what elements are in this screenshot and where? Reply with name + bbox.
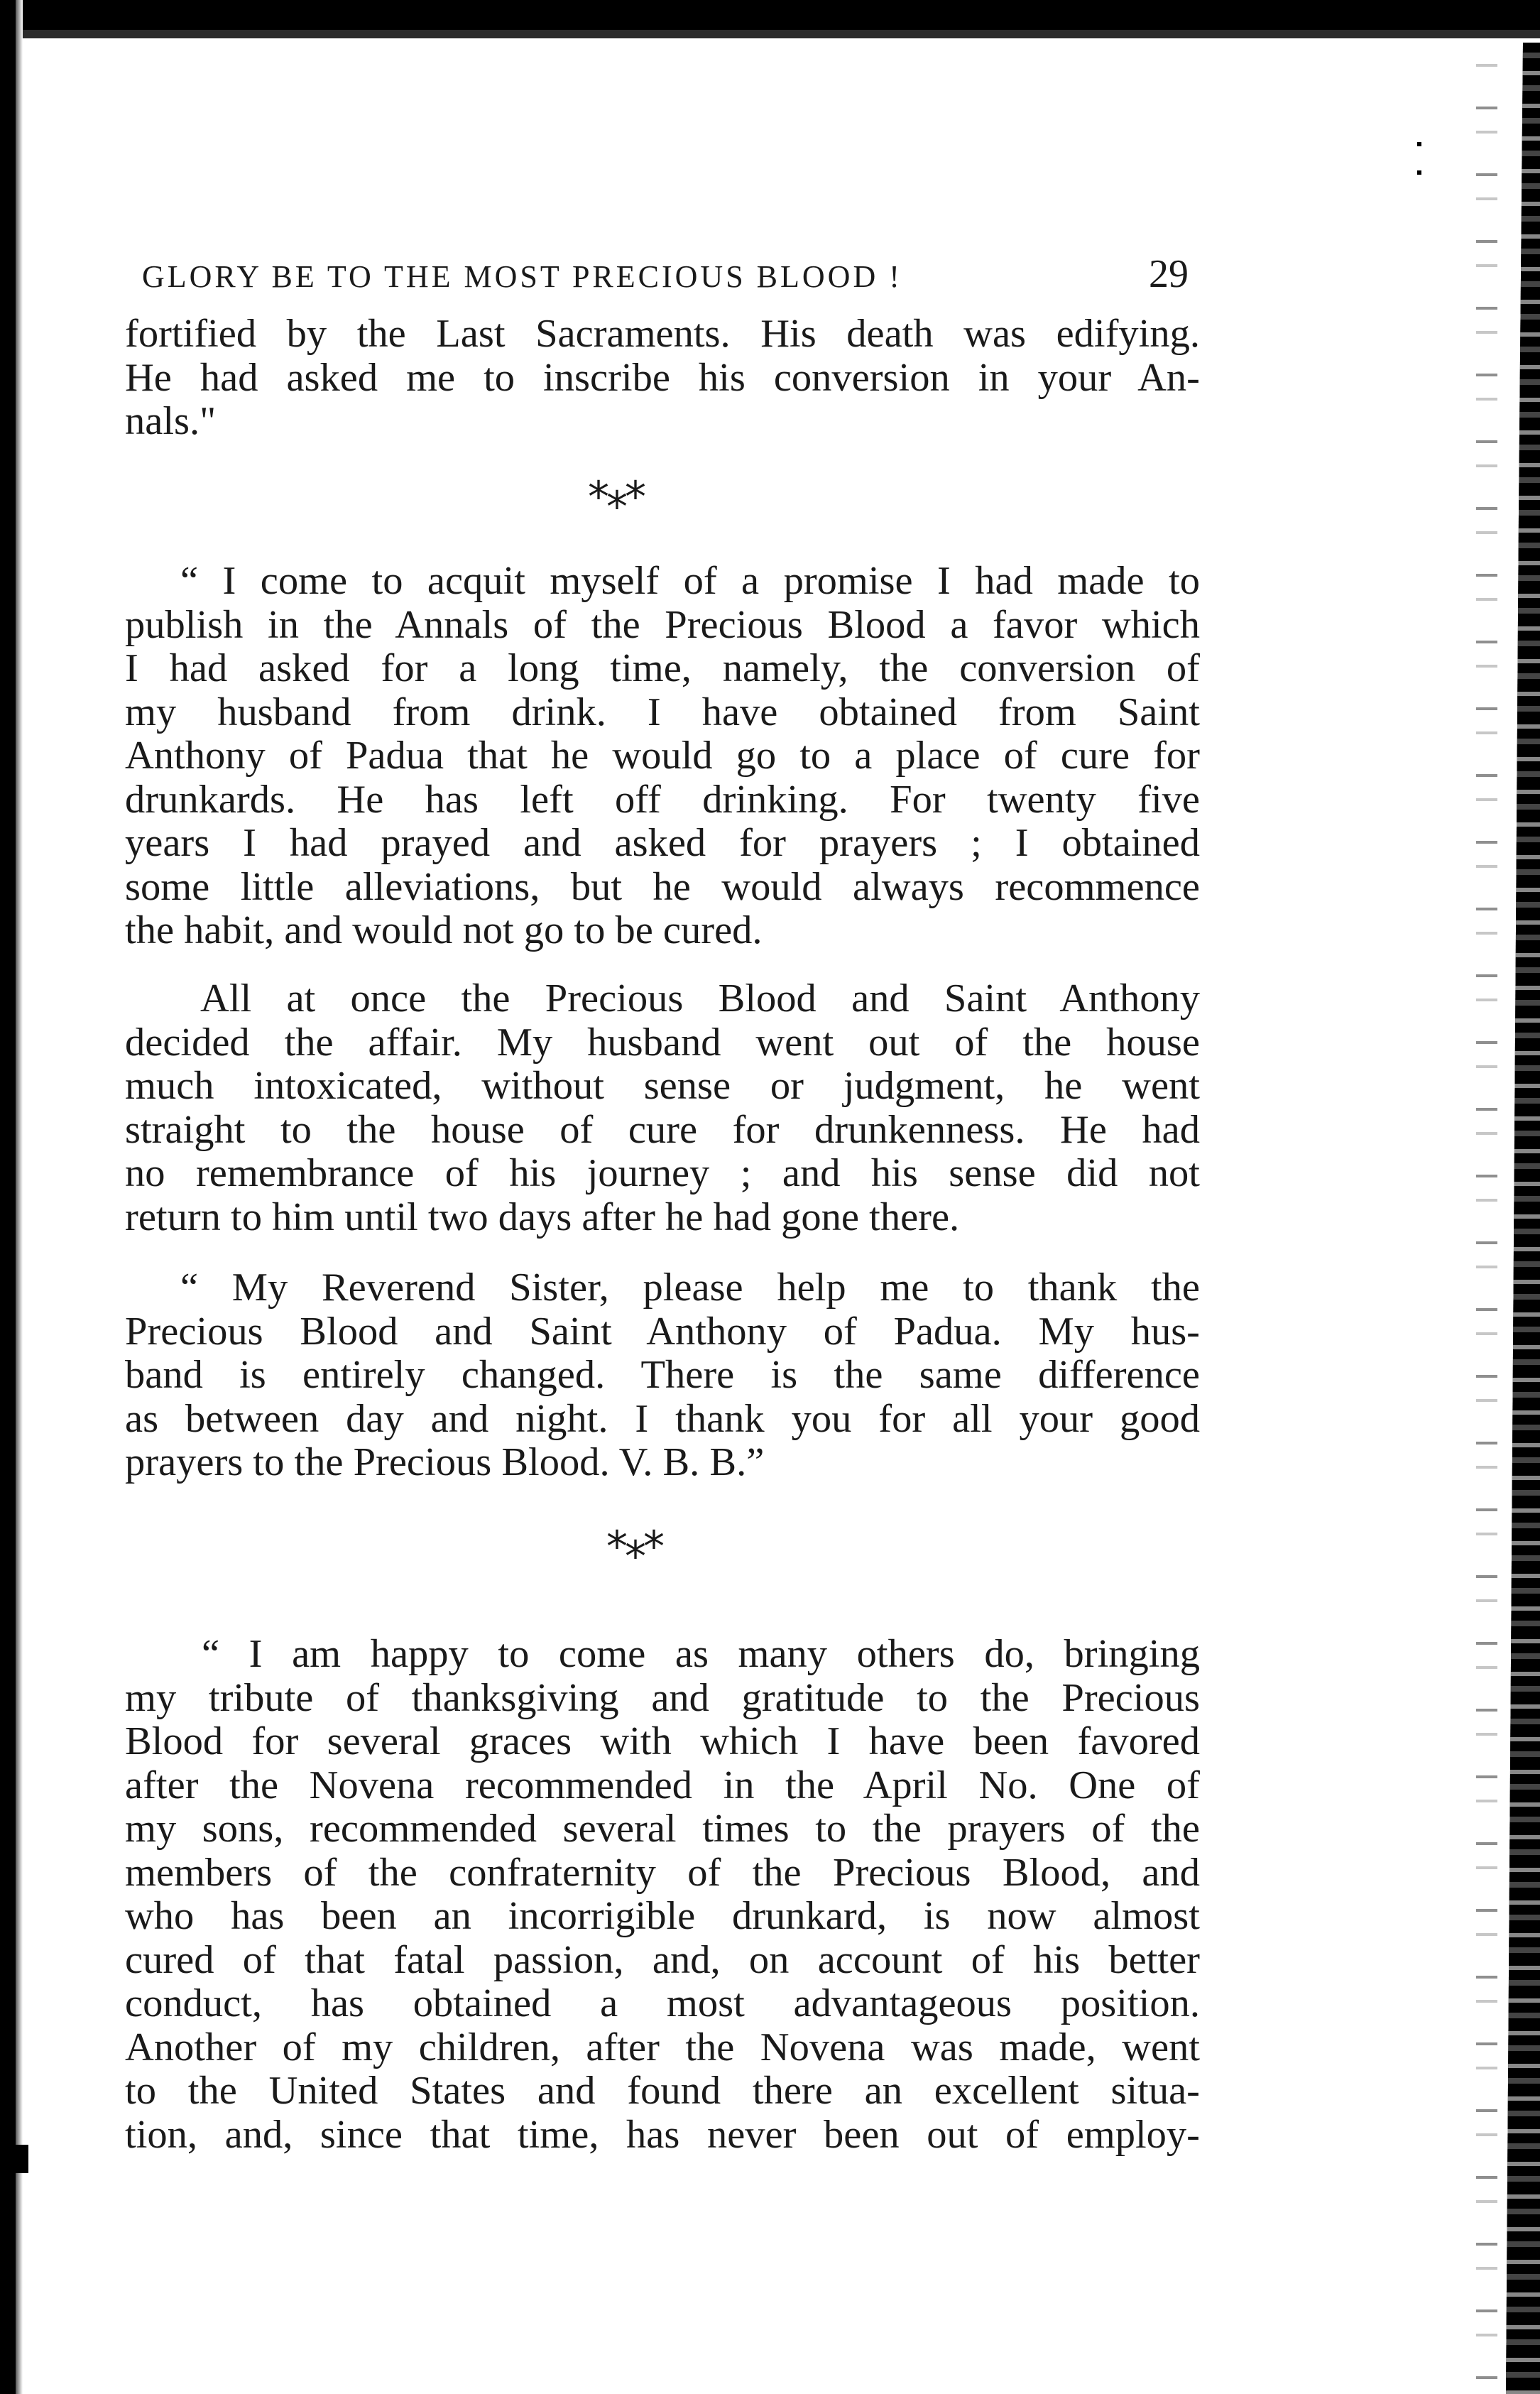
paragraph-continuation — [125, 312, 1200, 444]
text-line: as between day and night. I thank you for all your good — [125, 1396, 1200, 1441]
text-line: prayers to the Precious Blood. V. B. B.” — [125, 1440, 765, 1484]
asterism-star: * — [625, 1532, 643, 1582]
text-line: my tribute of thanksgiving and gratitude to the Precious — [125, 1675, 1200, 1720]
text-line: fortified by the Last Sacraments. His death was edifying. — [125, 312, 1200, 356]
text-line: All at once the Precious Blood and Saint Anthony — [200, 976, 1200, 1021]
asterism-separator — [588, 472, 643, 532]
asterism-star: * — [643, 1522, 662, 1572]
text-line: decided the affair. My husband went out of the house — [125, 1020, 1200, 1065]
scan-left-border — [0, 0, 16, 2394]
running-head: GLORY BE TO THE MOST PRECIOUS BLOOD ! — [142, 259, 902, 294]
text-line: members of the confraternity of the Precious Blood, and — [125, 1850, 1200, 1895]
text-line: straight to the house of cure for drunkenness. He had — [125, 1107, 1200, 1152]
text-line: drunkards. He has left off drinking. For twenty five — [125, 777, 1200, 822]
scan-bottom-mark — [0, 2145, 28, 2173]
scan-right-border — [1497, 43, 1540, 2394]
text-line: nals." — [125, 399, 217, 443]
asterism-star: * — [606, 1522, 625, 1572]
text-line: Precious Blood and Saint Anthony of Padua. My hus- — [125, 1309, 1200, 1354]
text-line: no remembrance of his journey ; and his sense did not — [125, 1151, 1200, 1195]
scan-top-border — [0, 0, 1540, 50]
scan-left-shadow — [16, 0, 23, 2394]
paragraph-happy-to-come — [125, 1633, 1200, 2157]
text-line: I had asked for a long time, namely, the conversion of — [125, 646, 1200, 690]
text-line: the habit, and would not go to be cured. — [125, 908, 763, 952]
text-line: tion, and, since that time, has never been out of employ- — [125, 2112, 1200, 2157]
text-line: Blood for several graces with which I have been favored — [125, 1719, 1200, 1763]
text-line: “ I come to acquit myself of a promise I had made to — [180, 559, 1200, 603]
text-line: who has been an incorrigible drunkard, is now almost — [125, 1894, 1200, 1938]
asterism-star: * — [606, 482, 625, 532]
text-line: cured of that fatal passion, and, on account of his better — [125, 1937, 1200, 1982]
text-line: my husband from drink. I have obtained from Saint — [125, 690, 1200, 734]
text-line: Anthony of Padua that he would go to a place of cure for — [125, 734, 1200, 778]
text-line: band is entirely changed. There is the same difference — [125, 1353, 1200, 1397]
asterism-star: * — [625, 472, 643, 522]
text-line: after the Novena recommended in the April No. One of — [125, 1763, 1200, 1807]
text-line: “ I am happy to come as many others do, bringing — [202, 1632, 1200, 1676]
paragraph-reverend-sister — [125, 1266, 1200, 1485]
text-line: some little alleviations, but he would always recommence — [125, 864, 1200, 909]
text-line: years I had prayed and asked for prayers ; I obtained — [125, 821, 1200, 865]
text-line: conduct, has obtained a most advantageous position. — [125, 1981, 1200, 2025]
text-line: return to him until two days after he had gone there. — [125, 1195, 960, 1239]
scan-speck — [1417, 142, 1421, 185]
text-line: Another of my children, after the Novena was made, went — [125, 2025, 1200, 2069]
text-line: much intoxicated, without sense or judgment, he went — [125, 1064, 1200, 1108]
text-line: “ My Reverend Sister, please help me to thank the — [180, 1266, 1200, 1310]
text-line: to the United States and found there an excellent situa- — [125, 2069, 1200, 2113]
asterism-separator — [606, 1522, 662, 1582]
text-line: publish in the Annals of the Precious Blood a favor which — [125, 602, 1200, 647]
asterism-star: * — [588, 472, 606, 522]
text-line: my sons, recommended several times to the prayers of the — [125, 1807, 1200, 1851]
paragraph-all-at-once — [125, 977, 1200, 1239]
text-line: He had asked me to inscribe his conversion in your An- — [125, 355, 1200, 400]
scan-right-shadow — [1476, 43, 1497, 2394]
paragraph-promise — [125, 560, 1200, 953]
page-number: 29 — [1149, 252, 1189, 296]
